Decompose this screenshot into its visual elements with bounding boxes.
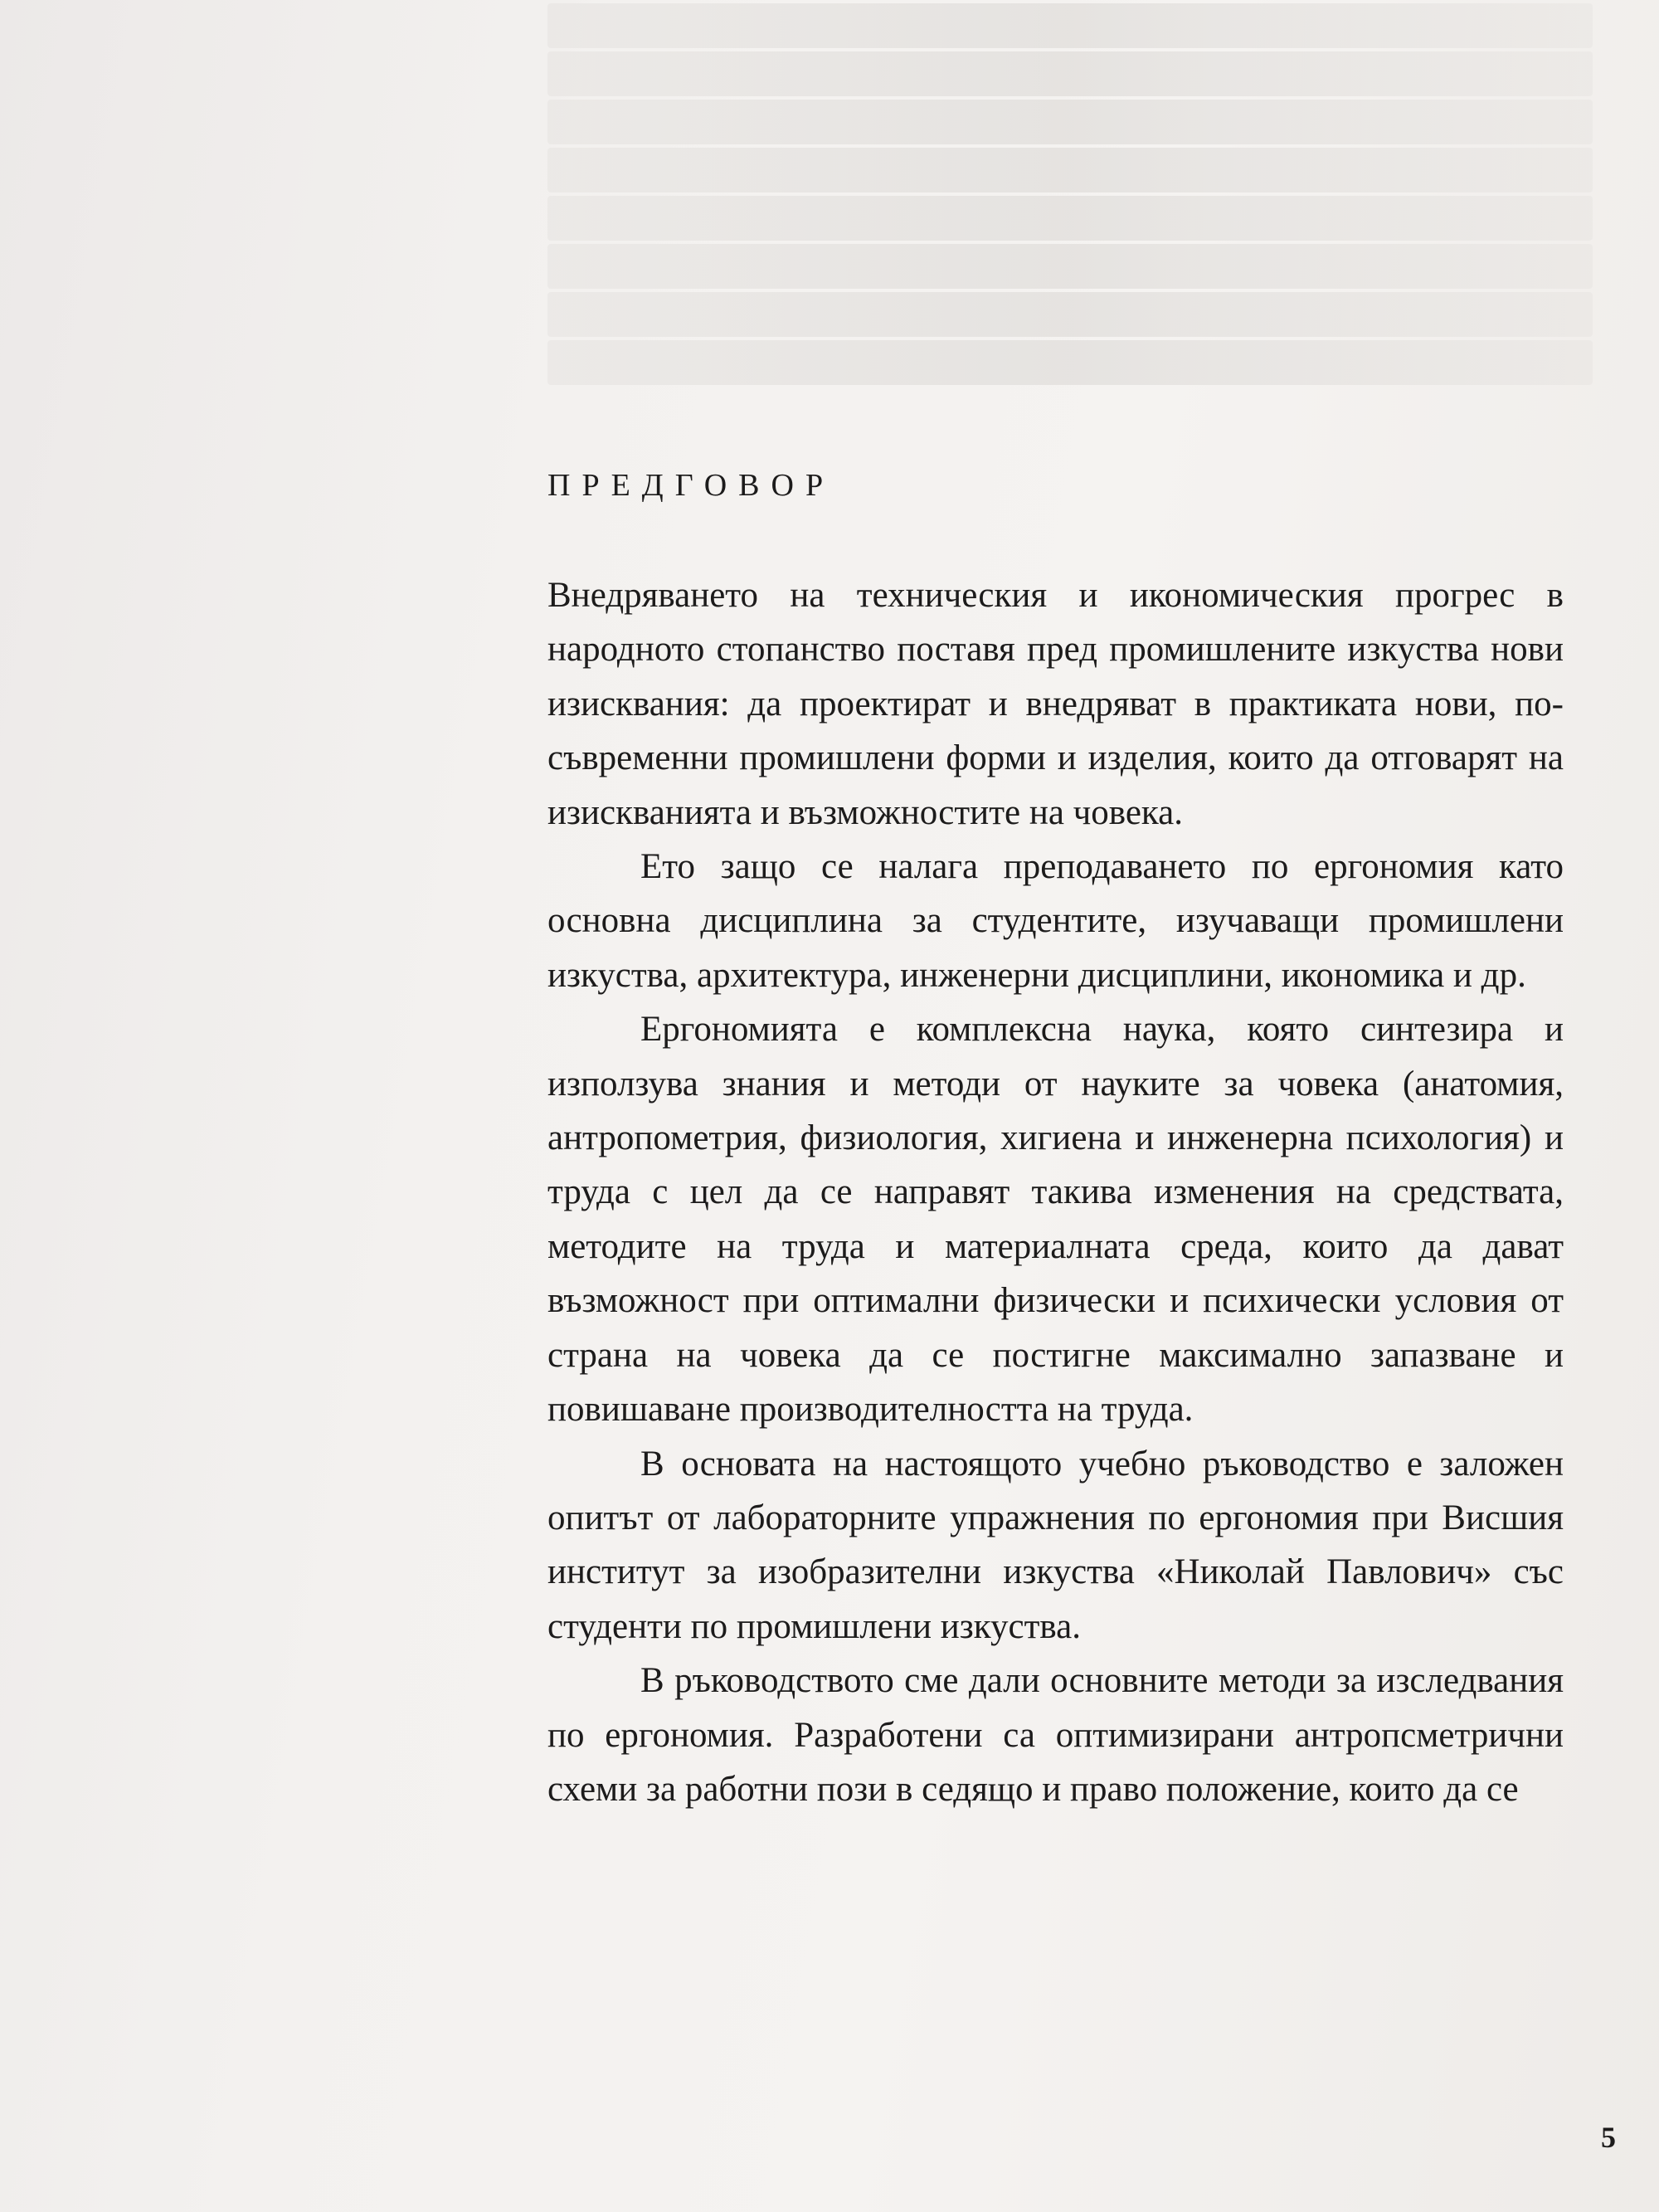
page-body (547, 460, 1564, 1816)
page-number: 5 (1601, 2121, 1616, 2154)
page-title: ПРЕДГОВОР (547, 468, 835, 503)
paragraph-4: В основата на настоящото учебно ръководство е заложен опитът от лабораторните упражнения по ергономия при Висшия институт за изобразителни изкуства «Николай Павлович» със студенти по промишлени изкуства. (547, 1444, 1564, 1646)
paragraph-2: Ето защо се налага преподаването по ергономия като основна дисциплина за студентите, изучаващи промишлени изкуства, архитектура, инженерни дисциплини, икономика и др. (547, 847, 1564, 995)
paragraph-3: Ергономията е комплексна наука, която синтезира и използува знания и методи от науките за човека (анатомия, антропометрия, физиология, хигиена и инженерна психология) и труда с цел да се направят такива изменения на средствата, методите на труда и материалната среда, които да дават възможност при оптимални физически и психически условия от страна на човека да се постигне максимално запазване и повишаване производителността на труда. (547, 1010, 1564, 1430)
paragraph-5: В ръководството сме дали основните методи за изследвания по ергономия. Разработени са оптимизирани антропсметрични схеми за работни пози в седящо и право положение, които да се (547, 1661, 1564, 1809)
show-through-text (547, 0, 1593, 431)
paragraph-1: Внедряването на техническия и икономическия прогрес в народното стопанство поставя пред промишлените изкуства нови изисквания: да проектират и внедряват в практиката нови, по-съвременни промишлени форми и изделия, които да отговарят на изискванията и възможностите на човека. (547, 576, 1564, 832)
